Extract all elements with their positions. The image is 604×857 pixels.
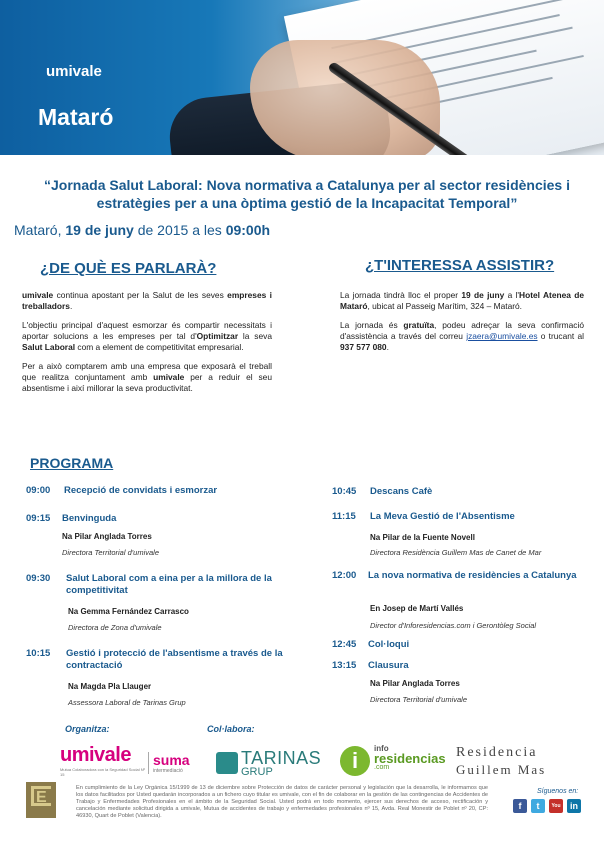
datetime-pre: Mataró, xyxy=(14,222,66,238)
program-speaker: En Josep de Martí Vallés xyxy=(370,604,464,613)
seal-icon: E xyxy=(31,786,51,806)
right-heading: ¿T'INTERESSA ASSISTIR? xyxy=(365,257,555,274)
linkedin-icon[interactable]: in xyxy=(567,799,581,813)
program-title: Benvinguda xyxy=(62,513,117,524)
umivale-logo xyxy=(60,744,150,777)
program-time: 12:45 xyxy=(332,639,357,650)
program-time: 11:15 xyxy=(332,511,356,522)
program-title: Clausura xyxy=(368,660,409,671)
email-link[interactable]: jzaera@umivale.es xyxy=(466,331,538,341)
event-title xyxy=(22,176,592,212)
program-time: 10:15 xyxy=(26,648,51,659)
program-time: 13:15 xyxy=(332,660,357,671)
program-title: Descans Cafè xyxy=(370,486,433,497)
twitter-icon[interactable]: t xyxy=(531,799,545,813)
suma-logo-text: suma xyxy=(153,752,190,768)
program-title: La Meva Gestió de l'Absentisme xyxy=(370,511,515,522)
datetime-date: 19 de juny xyxy=(65,222,134,238)
left-paragraph-3: Per a això comptarem amb una empresa que exposarà el treball que realitza conjuntament amb umivale per a reduir el seu absentisme i així millorar la seva productivitat. xyxy=(22,361,272,393)
right-body xyxy=(340,290,584,353)
quality-seal xyxy=(26,782,56,818)
collabora-label: Col·labora: xyxy=(207,724,255,734)
hand-image xyxy=(250,40,440,155)
program-speaker-role: Assessora Laboral de Tarinas Grup xyxy=(68,698,186,707)
program-speaker: Na Pilar Anglada Torres xyxy=(62,532,152,541)
programa-heading: PROGRAMA xyxy=(30,455,114,471)
facebook-icon[interactable]: f xyxy=(513,799,527,813)
tarinas-logo xyxy=(241,748,321,778)
program-speaker-role: Directora Residència Guillem Mas de Canet de Mar xyxy=(370,548,542,557)
program-speaker-role: Director d'Inforesidencias.com i Gerontòleg Social xyxy=(370,621,537,630)
event-datetime xyxy=(14,222,270,238)
datetime-time: 09:00h xyxy=(225,222,271,238)
inforesidencias-icon: i xyxy=(340,746,370,776)
siguenos-label: Síguenos en: xyxy=(537,788,579,795)
left-paragraph-2: L'objectiu principal d'aquest esmorzar és compartir necessitats i aportar solucions a les empreses per tal d'Optimitzar la seva Salut Laboral com a element de competitivitat empresarial. xyxy=(22,320,272,352)
inforesidencias-sub: .com xyxy=(374,764,390,771)
left-heading: ¿DE QUÈ ES PARLARÀ? xyxy=(40,260,217,277)
tarinas-logo-text: TARINAS xyxy=(241,748,322,768)
inforesidencias-logo xyxy=(374,744,446,771)
program-speaker: Na Pilar de la Fuente Novell xyxy=(370,533,475,542)
right-paragraph-2: La jornada és gratuïta, podeu adreçar la seva confirmació d'assistència a través del correu jzaera@umivale.es o trucant al 937 577 080. xyxy=(340,320,585,352)
program-speaker: Na Magda Pla Llauger xyxy=(68,682,152,691)
organitza-label: Organitza: xyxy=(65,724,110,734)
phone-number: 937 577 080 xyxy=(340,342,387,352)
suma-logo-sub: intermediació xyxy=(153,768,183,774)
program-speaker: Na Pilar Anglada Torres xyxy=(370,679,460,688)
header-brand: umivale xyxy=(46,63,102,80)
program-speaker-role: Directora Territorial d'umivale xyxy=(370,695,468,704)
umivale-logo-text: umivale xyxy=(60,744,131,766)
logo-divider xyxy=(148,752,149,774)
program-time: 10:45 xyxy=(332,486,357,497)
inforesidencias-small: info xyxy=(374,744,389,753)
youtube-icon[interactable]: You xyxy=(549,799,563,813)
program-title: Gestió i protecció de l'absentisme a través de la contractació xyxy=(66,648,283,671)
left-body xyxy=(22,290,272,394)
inforesidencias-main: residencias xyxy=(374,751,446,766)
program-speaker: Na Gemma Fernández Carrasco xyxy=(68,607,189,616)
datetime-mid: de 2015 a les xyxy=(133,222,226,238)
program-time: 09:15 xyxy=(26,513,51,524)
program-title: Salut Laboral com a eina per a la millora de la competitivitat xyxy=(66,573,272,596)
program-title: La nova normativa de residències a Catalunya xyxy=(368,570,577,581)
residencia-logo-line1: Residencia xyxy=(456,745,538,760)
program-time: 09:30 xyxy=(26,573,51,584)
header-city: Mataró xyxy=(38,104,114,130)
event-title-line1: “Jornada Salut Laboral: Nova normativa a Catalunya per al sector residències i xyxy=(44,177,570,193)
event-title-line2: estratègies per a una òptima gestió de la Incapacitat Temporal” xyxy=(96,195,518,211)
program-title: Col·loqui xyxy=(368,639,410,650)
program-title: Recepció de convidats i esmorzar xyxy=(64,485,218,496)
right-paragraph-1: La jornada tindrà lloc el proper 19 de juny a l'Hotel Atenea de Mataró, ubicat al Passeig Marítim, 324 – Mataró. xyxy=(340,290,584,311)
tarinas-icon xyxy=(216,752,238,774)
program-time: 12:00 xyxy=(332,570,357,581)
program-speaker-role: Directora Territorial d'umivale xyxy=(62,548,160,557)
umivale-logo-sub: Mutua Colaboradora con la Seguridad Social Nº 15 xyxy=(60,767,146,777)
legal-notice: En cumplimiento de la Ley Orgánica 15/1999 de 13 de diciembre sobre Protección de datos de carácter personal y legislación que la desarrolla, le informamos que los datos facilitados por Usted quedarán incorporados a un fichero cuyo titular es umivale, con el fin de colaborar en la gestión de las contingencias de Accidentes de Trabajo y Enfermedades Profesionales en el ámbito de la Seguridad Social. Usted podrá en todo momento, ejercer sus derechos de acceso, rectificación y cancelación mediante solicitud dirigida a umivale, Mutua de accidentes de trabajo y enfermedades profesionales nº 15, Avda. Real Monestir de Poblet nº 20, CP: 46930, Quart de Poblet (Valencia). xyxy=(76,785,488,819)
left-paragraph-1: umivale continua apostant per la Salut de les seves empreses i treballadors. xyxy=(22,290,272,311)
program-speaker-role: Directora de Zona d'umivale xyxy=(68,623,162,632)
tarinas-logo-sub: GRUP xyxy=(241,766,273,778)
suma-logo xyxy=(153,752,190,774)
program-time: 09:00 xyxy=(26,485,51,496)
residencia-logo-line2: Guillem Mas xyxy=(456,762,547,777)
